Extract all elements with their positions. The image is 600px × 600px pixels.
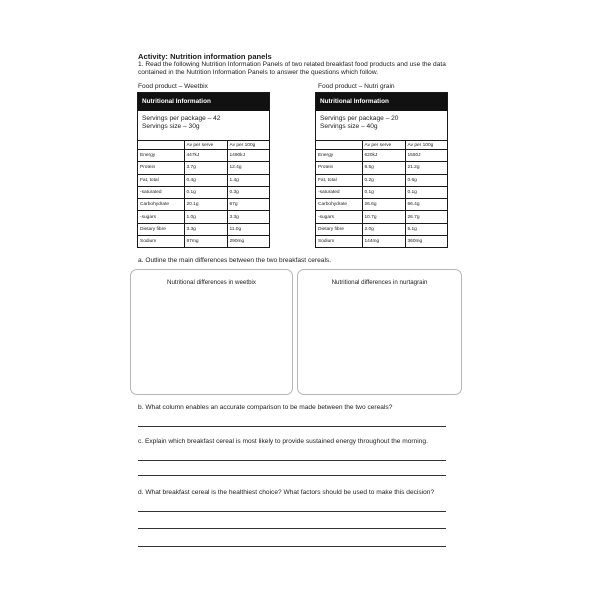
value-per-100g: 5.1g	[405, 223, 447, 235]
nutrition-panel-weetbix	[137, 92, 270, 248]
value-per-serve: 0.4g	[184, 174, 227, 186]
nutrient-name: Carbohydrate	[316, 199, 362, 211]
answer-box-title: Nutritional differences in nurtagrain	[331, 279, 428, 286]
panel-servings	[316, 111, 447, 141]
table-row	[138, 211, 269, 223]
value-per-serve: 144mg	[362, 236, 405, 248]
nutrition-panel-nutrigrain	[315, 92, 448, 248]
answer-box-nutrigrain[interactable]	[297, 269, 462, 395]
panel-heading: Nutritional Information	[138, 93, 269, 111]
value-per-serve: 8.5g	[362, 162, 405, 174]
nutrient-name: Protein	[138, 162, 184, 174]
value-per-serve: 26.6g	[362, 199, 405, 211]
table-row	[316, 236, 447, 248]
activity-title: Activity: Nutrition information panels	[138, 52, 272, 61]
nutrient-name: Energy	[138, 150, 184, 162]
servings-per-package: Servings per package – 42	[142, 115, 221, 122]
nutrition-table	[138, 141, 269, 247]
nutrient-name: Protein	[316, 162, 362, 174]
value-per-serve: 3.3g	[184, 223, 227, 235]
answer-line-d1[interactable]	[138, 511, 446, 512]
table-row	[316, 162, 447, 174]
panel-heading: Nutritional Information	[316, 93, 447, 111]
table-row	[316, 186, 447, 198]
table-row	[138, 150, 269, 162]
answer-line-c2[interactable]	[138, 475, 446, 476]
table-row	[316, 199, 447, 211]
table-row	[138, 174, 269, 186]
value-per-serve: 620kJ	[362, 150, 405, 162]
column-header	[316, 141, 362, 150]
question-a: a. Outline the main differences between the two breakfast cereals.	[138, 257, 332, 264]
nutrient-name: -saturated	[138, 186, 184, 198]
column-header: Av per serve	[184, 141, 227, 150]
value-per-100g: 67g	[227, 199, 269, 211]
nutrition-table	[316, 141, 447, 247]
question-d: d. What breakfast cereal is the healthiest choice? What factors should be used to make this decision?	[138, 489, 435, 496]
answer-box-title: Nutritional differences in weetbix	[167, 279, 256, 286]
answer-line-c1[interactable]	[138, 460, 446, 461]
nutrient-name: Dietary fibre	[316, 223, 362, 235]
question-b: b. What column enables an accurate comparison to be made between the two cereals?	[138, 404, 393, 411]
nutrient-name: -saturated	[316, 186, 362, 198]
table-row	[138, 236, 269, 248]
table-header-row	[316, 141, 447, 150]
value-per-100g: 26.7g	[405, 211, 447, 223]
nutrient-name: Sodium	[138, 236, 184, 248]
answer-line-b[interactable]	[138, 426, 446, 427]
table-row	[138, 162, 269, 174]
column-header: Av per 100g	[227, 141, 269, 150]
value-per-serve: 0.2g	[362, 174, 405, 186]
value-per-100g: 21.2g	[405, 162, 447, 174]
nutrient-name: Fat, total	[316, 174, 362, 186]
value-per-serve: 20.1g	[184, 199, 227, 211]
value-per-100g: 0.3g	[227, 186, 269, 198]
panel-servings	[138, 111, 269, 141]
value-per-serve: 2.0g	[362, 223, 405, 235]
nutrient-name: Energy	[316, 150, 362, 162]
value-per-100g: 1490kJ	[227, 150, 269, 162]
table-row	[316, 211, 447, 223]
column-header	[138, 141, 184, 150]
product-label-weetbix: Food product – Weetbix	[138, 83, 208, 90]
value-per-serve: 0.1g	[184, 186, 227, 198]
value-per-100g: 1.4g	[227, 174, 269, 186]
value-per-100g: 1550J	[405, 150, 447, 162]
table-row	[138, 223, 269, 235]
table-header-row	[138, 141, 269, 150]
value-per-100g: 3.3g	[227, 211, 269, 223]
question-c: c. Explain which breakfast cereal is most likely to provide sustained energy throughout the morning.	[138, 438, 428, 445]
value-per-100g: 12.4g	[227, 162, 269, 174]
serving-size: Servings size – 40g	[320, 122, 378, 130]
value-per-100g: 290mg	[227, 236, 269, 248]
value-per-serve: 10.7g	[362, 211, 405, 223]
serving-size: Servings size – 30g	[142, 122, 200, 130]
answer-line-d2[interactable]	[138, 528, 446, 529]
nutrient-name: Carbohydrate	[138, 199, 184, 211]
value-per-100g: 11.0g	[227, 223, 269, 235]
servings-per-package: Servings per package – 20	[320, 115, 399, 122]
nutrient-name: Sodium	[316, 236, 362, 248]
activity-intro: 1. Read the following Nutrition Information Panels of two related breakfast food products and use the data contained in the Nutrition Information Panels to answer the questions which follow.	[138, 61, 446, 77]
column-header: Av per serve	[362, 141, 405, 150]
value-per-100g: 0.1g	[405, 186, 447, 198]
nutrient-name: -sugars	[138, 211, 184, 223]
table-row	[138, 186, 269, 198]
value-per-100g: 360mg	[405, 236, 447, 248]
value-per-serve: 3.7g	[184, 162, 227, 174]
nutrient-name: Fat, total	[138, 174, 184, 186]
value-per-100g: 0.6g	[405, 174, 447, 186]
value-per-serve: 447kJ	[184, 150, 227, 162]
product-label-nutrigrain: Food product – Nutri grain	[318, 83, 395, 90]
table-row	[316, 150, 447, 162]
table-row	[138, 199, 269, 211]
value-per-100g: 66.4g	[405, 199, 447, 211]
value-per-serve: 87mg	[184, 236, 227, 248]
answer-box-weetbix[interactable]	[130, 269, 293, 395]
answer-line-d3[interactable]	[138, 546, 446, 547]
value-per-serve: 1.0g	[184, 211, 227, 223]
table-row	[316, 223, 447, 235]
column-header: Av per 100g	[405, 141, 447, 150]
table-row	[316, 174, 447, 186]
nutrient-name: -sugars	[316, 211, 362, 223]
value-per-serve: 0.1g	[362, 186, 405, 198]
nutrient-name: Dietary fibre	[138, 223, 184, 235]
